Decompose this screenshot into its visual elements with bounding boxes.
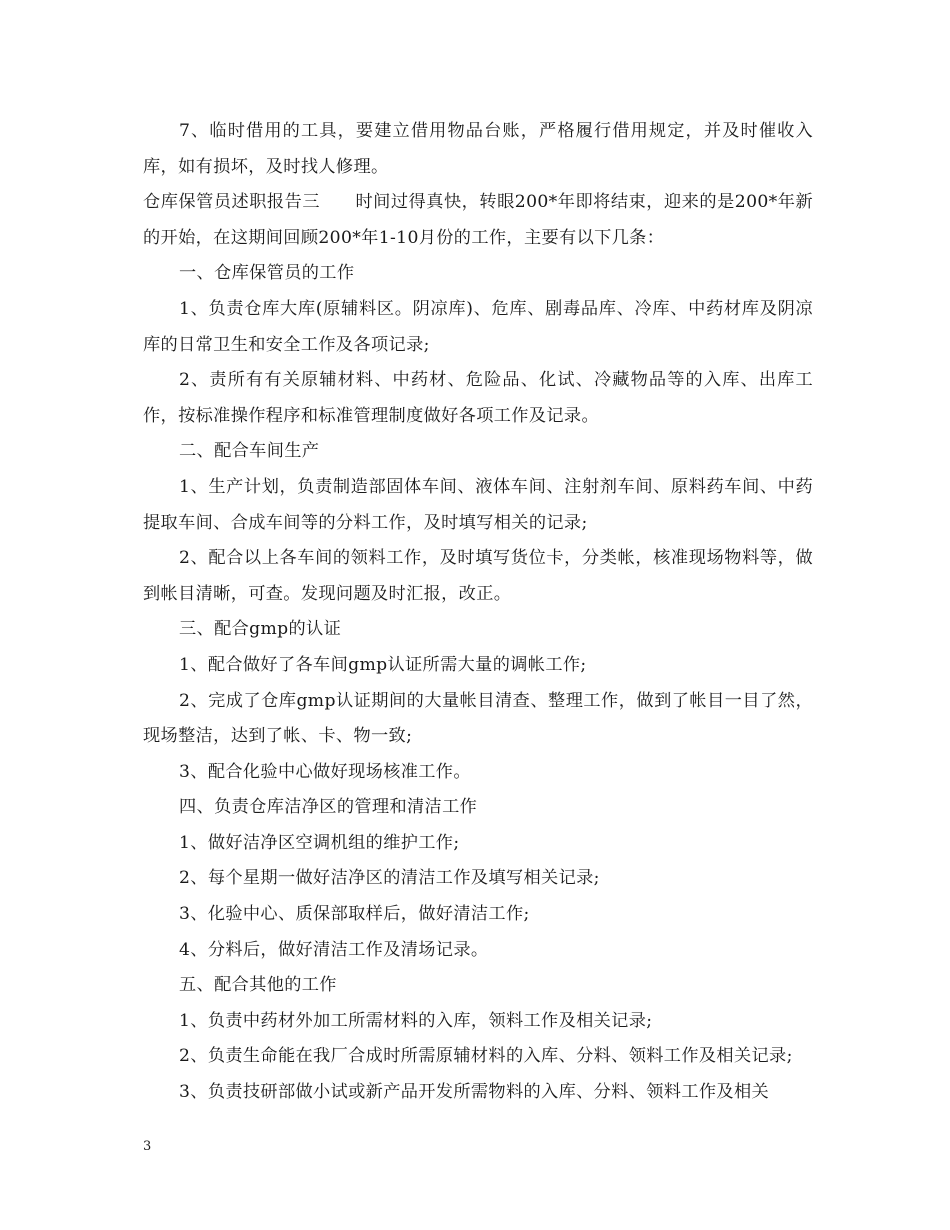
page-number: 3	[143, 1139, 152, 1154]
paragraph: 2、完成了仓库gmp认证期间的大量帐目清查、整理工作，做到了帐目一目了然，现场整洁，达到了帐、卡、物一致;	[143, 690, 813, 747]
paragraph: 2、配合以上各车间的领料工作，及时填写货位卡，分类帐，核准现场物料等，做到帐目清晰，可查。发现问题及时汇报，改正。	[143, 548, 813, 604]
paragraph: 2、每个星期一做好洁净区的清洁工作及填写相关记录;	[179, 868, 600, 889]
heading-paragraph: 二、配合车间生产	[179, 441, 320, 462]
heading-paragraph: 四、负责仓库洁净区的管理和清洁工作	[179, 797, 478, 818]
paragraph: 1、配合做好了各车间gmp认证所需大量的调帐工作;	[179, 654, 587, 675]
paragraph: 3、配合化验中心做好现场核准工作。	[179, 761, 471, 782]
paragraph: 1、做好洁净区空调机组的维护工作;	[179, 832, 460, 853]
paragraph: 2、负责生命能在我厂合成时所需原辅材料的入库、分料、领料工作及相关记录;	[179, 1046, 793, 1067]
paragraph: 3、负责技研部做小试或新产品开发所需物料的入库、分料、领料工作及相关	[179, 1082, 770, 1103]
document-body	[143, 114, 813, 1111]
paragraph: 1、负责中药材外加工所需材料的入库，领料工作及相关记录;	[179, 1010, 653, 1031]
paragraph: 1、生产计划，负责制造部固体车间、液体车间、注射剂车间、原料药车间、中药提取车间、合成车间等的分料工作，及时填写相关的记录;	[143, 476, 813, 533]
heading-paragraph: 三、配合gmp的认证	[179, 619, 342, 640]
section-title-paragraph: 仓库保管员述职报告三 时间过得真快，转眼200*年即将结束，迎来的是200*年新的开始，在这期间回顾200*年1-10月份的工作，主要有以下几条：	[143, 192, 813, 248]
paragraph: 4、分料后，做好清洁工作及清场记录。	[179, 939, 489, 960]
heading-paragraph: 一、仓库保管员的工作	[179, 263, 355, 284]
paragraph: 1、负责仓库大库(原辅料区。阴凉库)、危库、剧毒品库、冷库、中药材库及阴凉库的日常卫生和安全工作及各项记录;	[143, 298, 813, 355]
paragraph: 3、化验中心、质保部取样后，做好清洁工作;	[179, 904, 530, 925]
heading-paragraph: 五、配合其他的工作	[179, 975, 337, 996]
paragraph: 7、临时借用的工具，要建立借用物品台账，严格履行借用规定，并及时催收入库，如有损坏，及时找人修理。	[143, 121, 813, 177]
paragraph: 2、责所有有关原辅材料、中药材、危险品、化试、冷藏物品等的入库、出库工作，按标准操作程序和标准管理制度做好各项工作及记录。	[143, 370, 813, 426]
